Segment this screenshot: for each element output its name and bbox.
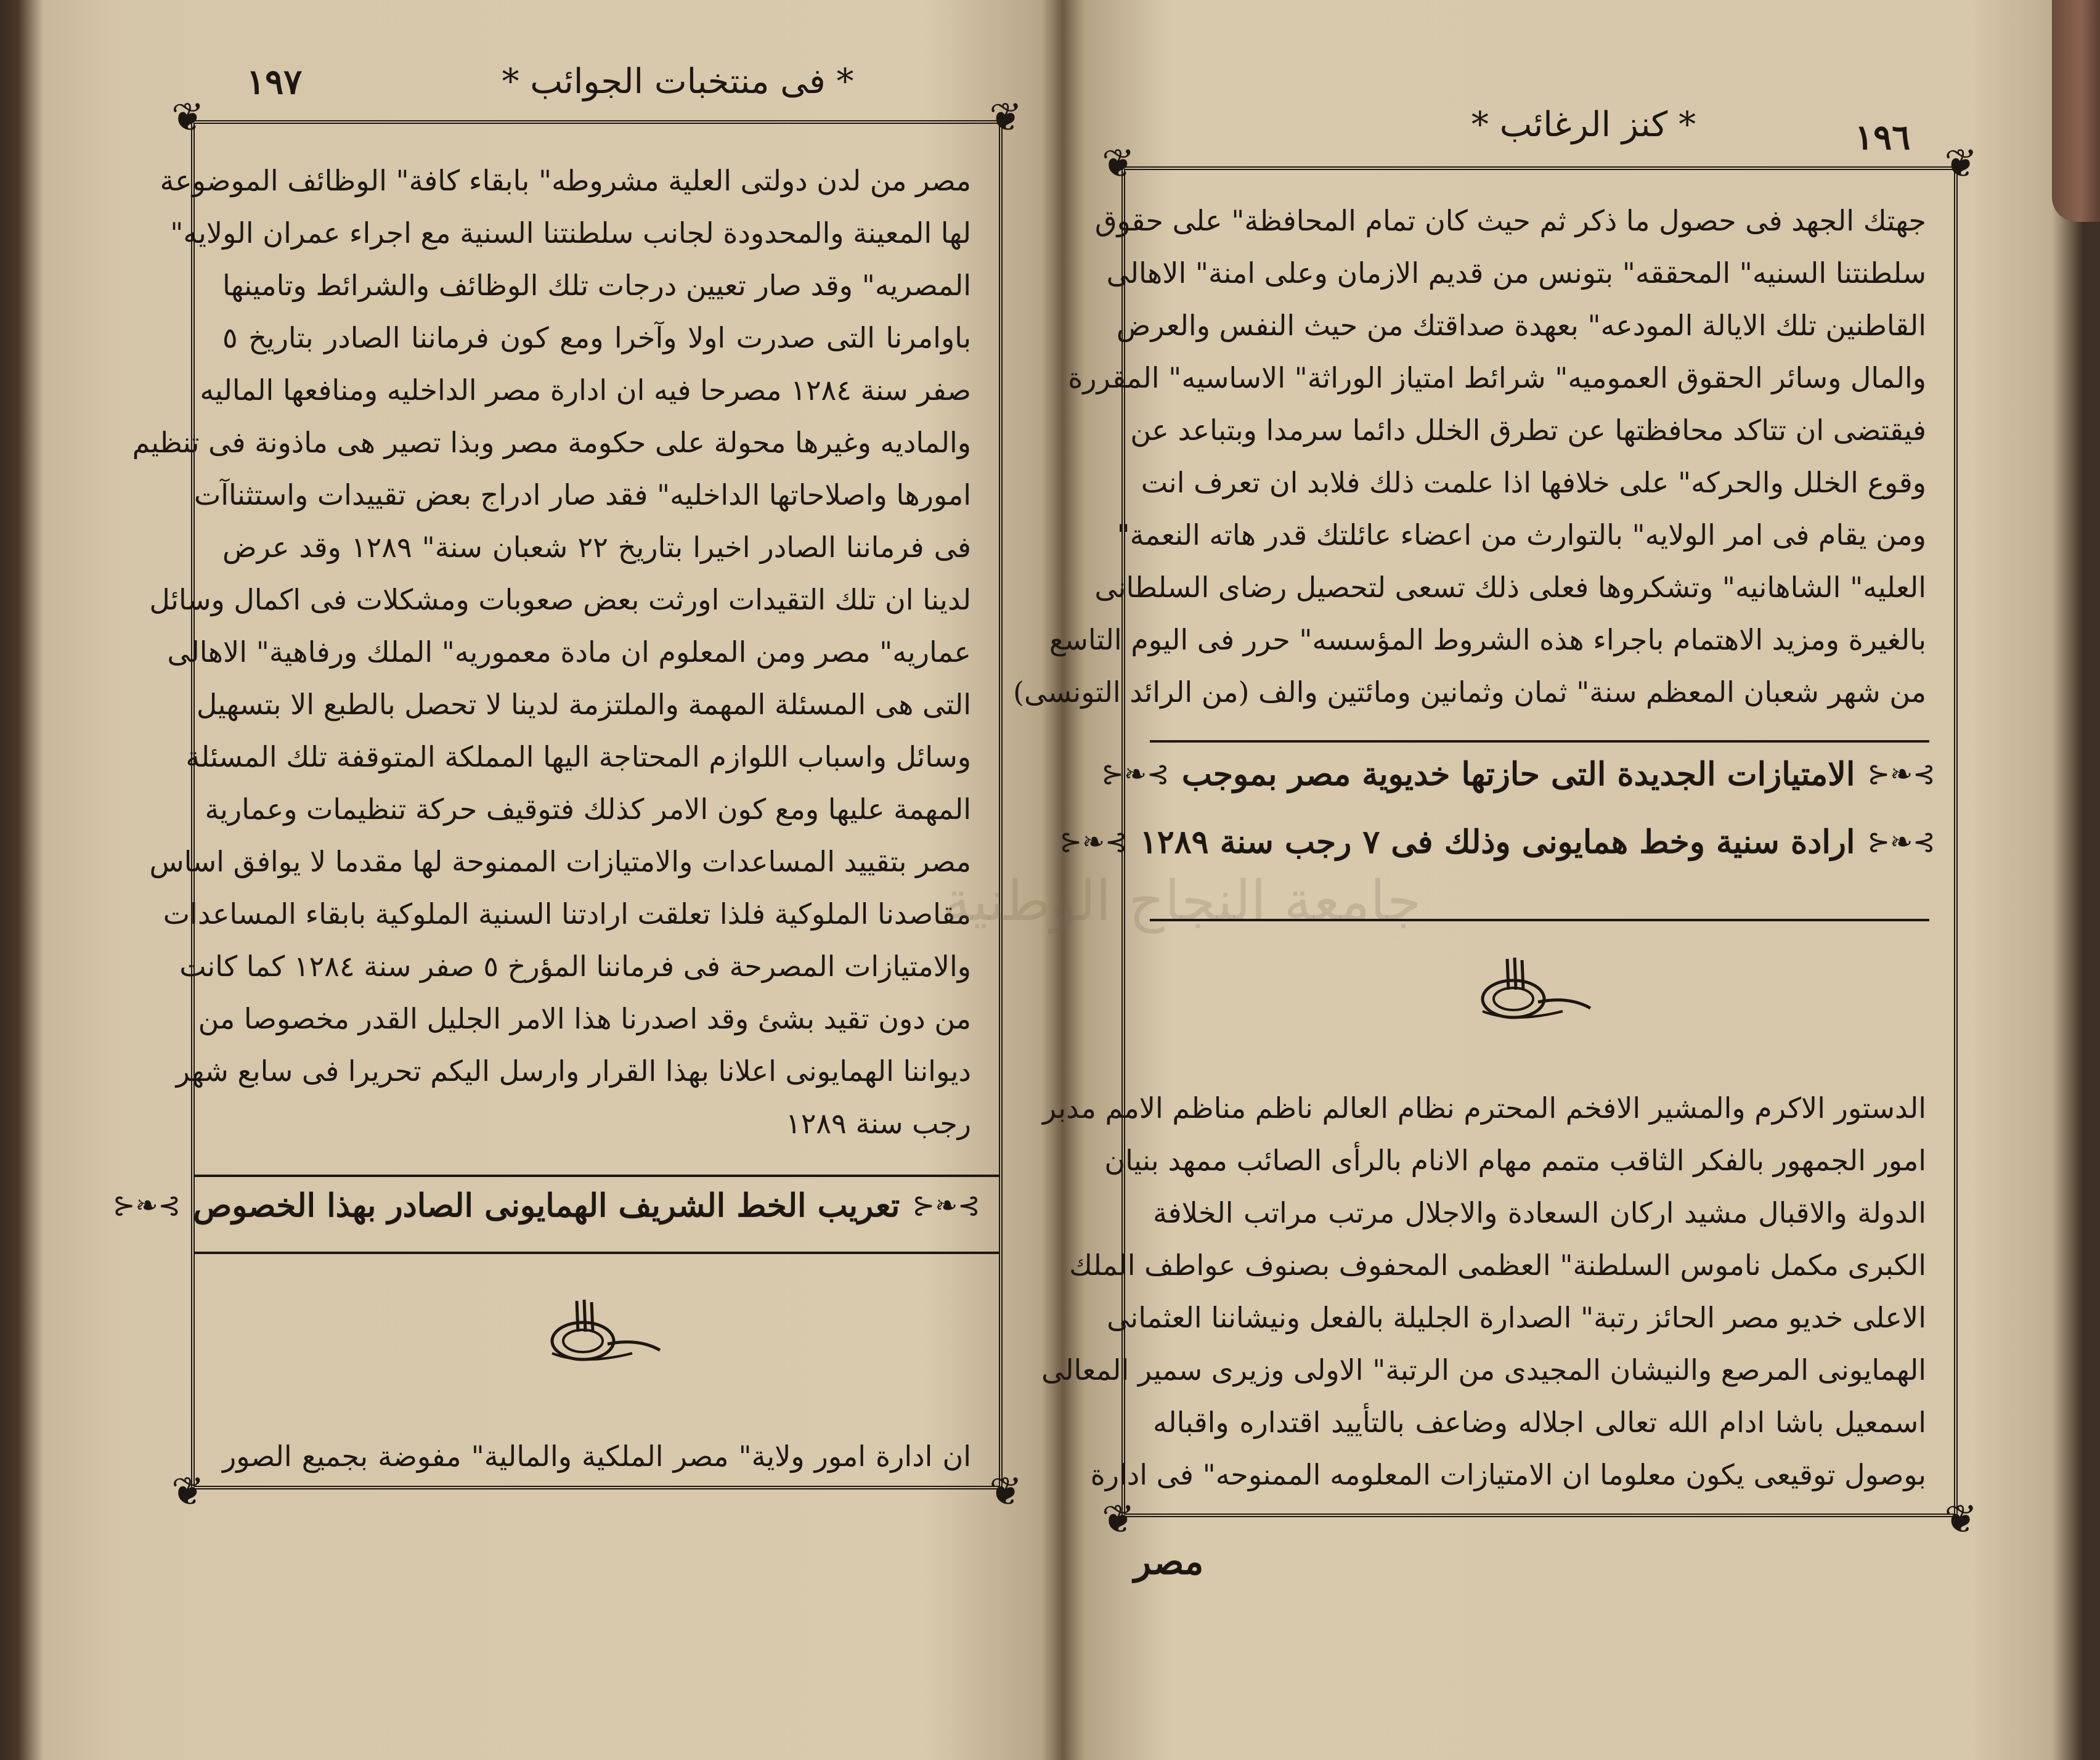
section-heading-line-2: ارادة سنية وخط همايونى وذلك فى ٧ رجب سنة ١٢٨٩: [1139, 823, 1855, 861]
text-line: امورها واصلاحاتها الداخليه" فقد صار ادراج بعض تقييدات واستثناآت: [193, 478, 971, 511]
text-line: ومن يقام فى امر الولايه" بالتوارث من اعضاء عائلتك قدر هاته النعمة": [1117, 518, 1926, 552]
text-line: الدستور الاكرم والمشير الافخم المحترم نظام العالم ناظم مناظم الامم مدبر: [1042, 1091, 1926, 1125]
text-line: مصر بتقييد المساعدات والامتيازات الممنوحة لها مقدما لا يوافق اساس: [149, 845, 971, 878]
flourish-icon: ⊱❧⊰: [1867, 826, 1935, 858]
corner-ornament-icon: ❦: [171, 1469, 205, 1515]
corner-ornament-icon: ❦: [171, 95, 205, 141]
text-line: ان ادارة امور ولاية" مصر الملكية والمالية" مفوضة بجميع الصور: [222, 1440, 971, 1473]
text-line: الاعلى خديو مصر الحائز رتبة" الصدارة الجليلة بالفعل ونيشاننا العثمانى: [1107, 1301, 1926, 1334]
text-line: عماريه" مصر ومن المعلوم ان مادة معموريه" الملك ورفاهية" الاهالى: [167, 635, 971, 669]
text-line: بالغيرة ومزيد الاهتمام باجراء هذه الشروط المؤسسه" حرر فى اليوم التاسع: [1049, 623, 1926, 656]
text-line: باوامرنا التى صدرت اولا وآخرا ومع كون فرماننا الصادر بتاريخ ٥: [222, 321, 971, 354]
section-heading: [113, 1187, 980, 1224]
catchword: مصر: [1134, 1541, 1204, 1583]
corner-ornament-icon: ❦: [1944, 1497, 1977, 1542]
text-line: والماديه وغيرها محولة على حكومة مصر وبذا تصير هى ماذونة فى تنظيم: [132, 426, 971, 459]
text-line: وقوع الخلل والحركه" على خلافها اذا علمت ذلك فلابد ان تعرف انت: [1141, 466, 1926, 499]
text-line: امور الجمهور بالفكر الثاقب متمم مهام الانام بالرأى الصائب ممهد بنيان: [1104, 1144, 1926, 1177]
left-page: [112, 37, 1422, 1719]
text-line: التى هى المسئلة المهمة والملتزمة لدينا لا تحصل بالطبع الا بتسهيل: [196, 688, 971, 721]
corner-ornament-icon: ❦: [1102, 141, 1135, 187]
text-line: المهمة عليها ومع كون الامر كذلك فتوقيف حركة تنظيمات وعمارية: [205, 792, 971, 826]
text-line: رجب سنة ١٢٨٩: [786, 1107, 971, 1140]
section-heading: [1101, 756, 1935, 793]
divider-rule: [1150, 740, 1929, 743]
text-line: وسائل واسباب اللوازم المحتاجة اليها المملكة المتوقفة تلك المسئلة: [185, 740, 971, 773]
reader-thumb: [2052, 0, 2100, 222]
text-line: الكبرى مكمل ناموس السلطنة" العظمى المحفوف بصنوف عواطف الملك: [1069, 1249, 1926, 1282]
text-line: فيقتضى ان تتاكد محافظتها عن تطرق الخلل دائما سرمدا وبتباعد عن: [1130, 414, 1926, 447]
body-text: [132, 155, 971, 1150]
divider-rule: [195, 1252, 999, 1254]
text-line: والامتيازات المصرحة فى فرماننا المؤرخ ٥ صفر سنة ١٢٨٤ كما كانت: [179, 950, 971, 983]
text-frame: [112, 95, 1022, 1515]
text-line: القاطنين تلك الايالة المودعه" بعهدة صداقتك من حيث النفس والعرض: [1116, 309, 1926, 342]
section-heading-text: تعريب الخط الشريف الهمايونى الصادر بهذا الخصوص: [193, 1187, 900, 1224]
divider-rule: [195, 1175, 999, 1177]
corner-ornament-icon: ❦: [989, 95, 1022, 141]
text-line: المصريه" وقد صار تعيين درجات تلك الوظائف والشرائط وتامينها: [222, 269, 971, 302]
divider-rule: [1150, 919, 1929, 921]
flourish-icon: ⊱❧⊰: [1867, 759, 1935, 790]
library-watermark: جامعة النجاح الوطنية: [943, 869, 1422, 934]
text-line: صفر سنة ١٢٨٤ مصرحا فيه ان ادارة مصر الداخليه ومنافعها الماليه: [200, 373, 971, 407]
running-head: * فى منتخبات الجوائب *: [502, 62, 854, 102]
text-line: من دون تقيد بشئ وقد اصدرنا هذا الامر الجليل القدر مخصوصا من: [198, 1002, 971, 1035]
decree-text: [1041, 1082, 1926, 1501]
text-line: ديواننا الهمايونى اعلانا بهذا القرار وارسل اليكم تحريرا فى سابع شهر: [176, 1054, 971, 1088]
after-tughra-text: [222, 1430, 971, 1483]
corner-ornament-icon: ❦: [989, 1469, 1022, 1515]
tughra-seal-icon: [1470, 953, 1593, 1027]
section-heading-line-1: الامتيازات الجديدة التى حازتها خديوية مصر بموجب: [1181, 756, 1855, 793]
text-line: الدولة والاقبال مشيد اركان السعادة والاجلال مرتب مراتب الخلافة: [1153, 1196, 1926, 1229]
tughra-seal-icon: [540, 1295, 663, 1369]
text-line: العليه" الشاهانيه" وتشكروها فعلى ذلك تسعى لتحصيل رضاى السلطانى: [1094, 571, 1926, 604]
text-line: جهتك الجهد فى حصول ما ذكر ثم حيث كان تمام المحافظة" على حقوق: [1094, 204, 1926, 237]
text-line: اسمعيل باشا ادام الله تعالى اجلاله وضاعف بالتأييد اقتداره واقباله: [1153, 1406, 1926, 1439]
text-line: بوصول توقيعى يكون معلوما ان الامتيازات المعلومه الممنوحه" فى ادارة: [1090, 1458, 1926, 1491]
text-line: من شهر شعبان المعظم سنة" ثمان وثمانين ومائتين والف (من الرائد التونسى): [1013, 675, 1926, 709]
text-line: الهمايونى المرصع والنيشان المجيدى من الرتبة" الاولى وزيرى سمير المعالى: [1041, 1353, 1926, 1387]
text-line: مقاصدنا الملوكية فلذا تعلقت ارادتنا السنية الملوكية بابقاء المساعدات: [163, 897, 971, 931]
text-line: لدينا ان تلك التقيدات اورثت بعض صعوبات ومشكلات فى اكمال وسائل: [149, 583, 971, 616]
corner-ornament-icon: ❦: [1102, 1497, 1135, 1542]
running-head: * كنز الرغائب *: [1471, 105, 1696, 145]
section-heading: [1059, 823, 1935, 861]
flourish-icon: ⊱❧⊰: [112, 1190, 181, 1221]
text-line: والمال وسائر الحقوق العموميه" شرائط امتياز الوراثة" الاساسيه" المقررة: [1068, 361, 1926, 394]
right-page: [1013, 37, 2009, 1719]
page-number: ١٩٦: [1855, 117, 1911, 158]
text-line: سلطنتنا السنيه" المحققه" بتونس من قديم الازمان وعلى امنة" الاهالى: [1106, 256, 1926, 290]
flourish-icon: ⊱❧⊰: [1101, 759, 1170, 790]
text-line: مصر من لدن دولتى العلية مشروطه" بابقاء كافة" الوظائف الموضوعة: [160, 164, 971, 197]
body-text: [1013, 195, 1926, 719]
text-frame: [1013, 141, 1977, 1542]
text-line: فى فرماننا الصادر اخيرا بتاريخ ٢٢ شعبان سنة" ١٢٨٩ وقد عرض: [222, 531, 971, 564]
flourish-icon: ⊱❧⊰: [1059, 826, 1128, 858]
text-line: لها المعينة والمحدودة لجانب سلطنتنا السنية مع اجراء عمران الولايه": [170, 216, 971, 250]
corner-ornament-icon: ❦: [1944, 141, 1977, 187]
page-number: ١٩٧: [246, 62, 303, 102]
flourish-icon: ⊱❧⊰: [912, 1190, 980, 1221]
